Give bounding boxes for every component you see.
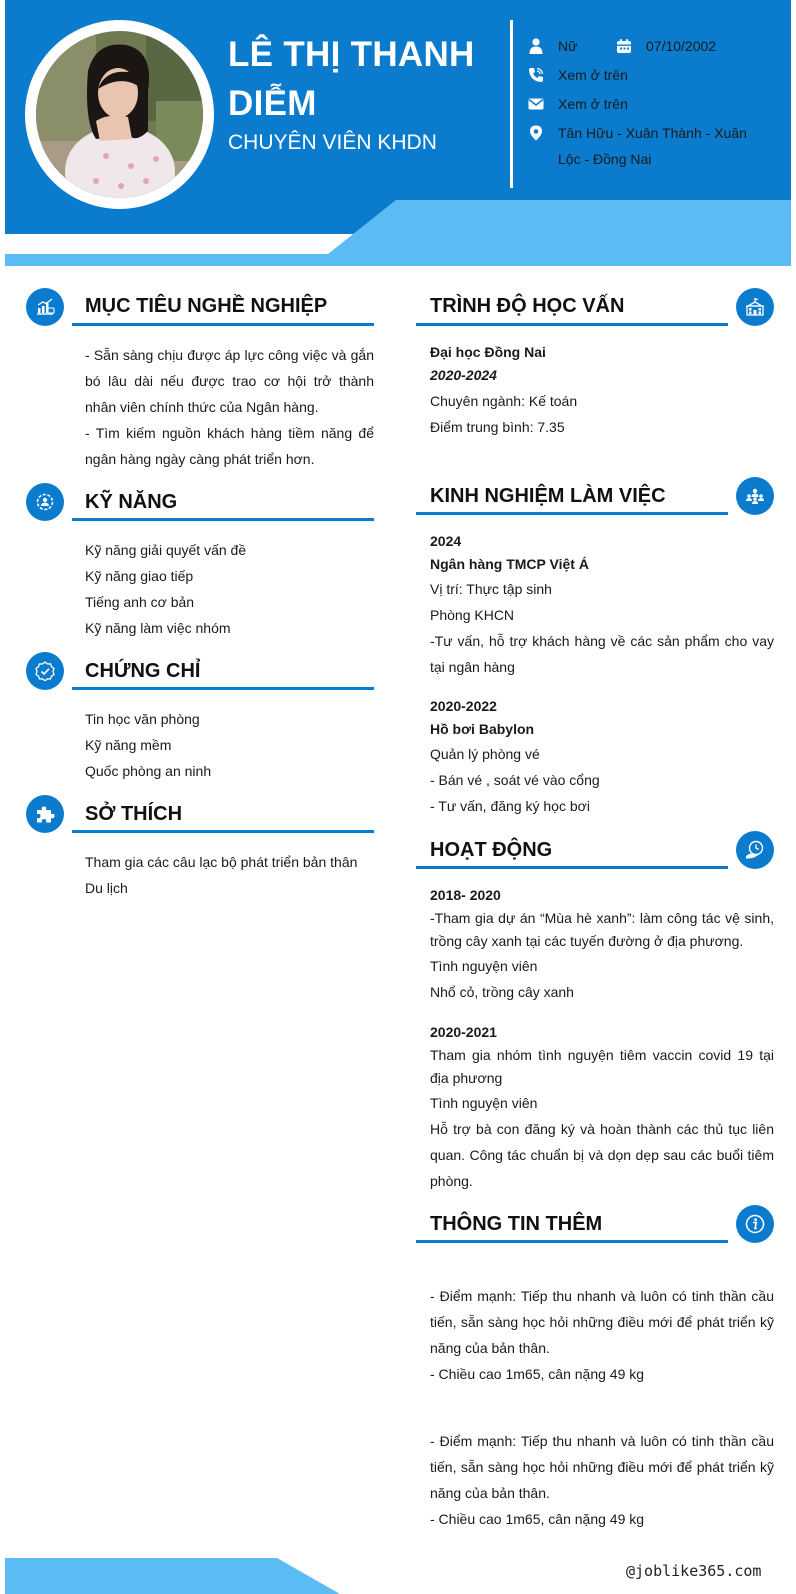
- job-line: - Bán vé , soát vé vào cổng: [430, 772, 600, 788]
- job-company: Ngân hàng TMCP Việt Á: [430, 556, 589, 572]
- section-title-career-objective: MỤC TIÊU NGHỀ NGHIỆP: [85, 295, 328, 317]
- address-text: Tân Hữu - Xuân Thành - Xuân Lộc - Đồng Nai: [558, 125, 747, 167]
- skill-item: Kỹ năng giao tiếp: [85, 568, 194, 584]
- map-pin-icon: [528, 125, 544, 141]
- section-title-experience: KINH NGHIỆM LÀM VIỆC: [430, 485, 666, 507]
- section-underline: [72, 323, 374, 326]
- skill-item: Kỹ năng giải quyết vấn đề: [85, 542, 247, 558]
- activity-detail: Nhổ cỏ, trồng cây xanh: [430, 984, 574, 1000]
- section-underline: [416, 866, 728, 869]
- activity-role: Tình nguyện viên: [430, 958, 538, 974]
- objective-item: - Tìm kiếm nguồn khách hàng tiềm năng để ngân hàng ngày càng phát triển hơn.: [85, 425, 374, 467]
- header-slant-decoration: [328, 200, 791, 254]
- section-underline: [72, 687, 374, 690]
- hobby-item: Tham gia các câu lạc bộ phát triển bản thân: [85, 854, 358, 870]
- objective-item: - Sẵn sàng chịu được áp lực công việc và gắn bó lâu dài nếu được trao cơ hội trở thành nhân viên chính thức của Ngân hàng.: [85, 347, 374, 415]
- phone-icon: [528, 67, 544, 83]
- email-text: Xem ở trên: [558, 96, 628, 112]
- additional-body: - Chiều cao 1m65, cân nặng 49 kg: [430, 1366, 645, 1382]
- job-period: 2024: [430, 533, 462, 549]
- section-title-skills: KỸ NĂNG: [85, 491, 178, 513]
- header-divider: [510, 20, 513, 188]
- activity-description: -Tham gia dự án “Mùa hè xanh”: làm công tác vệ sinh, trồng cây xanh tại các tuyến đường ở địa phương.: [430, 910, 774, 949]
- phone-text: Xem ở trên: [558, 67, 628, 83]
- certificate-item: Tin học văn phòng: [85, 711, 200, 727]
- job-company: Hồ bơi Babylon: [430, 721, 535, 737]
- activity-detail: Hỗ trợ bà con đăng ký và hoàn thành các thủ tục liên quan. Công tác chuẩn bị và dọn dẹp sau các buổi tiêm phòng.: [430, 1121, 774, 1189]
- skill-item: Kỹ năng làm việc nhóm: [85, 620, 231, 636]
- birthdate-text: 07/10/2002: [646, 38, 717, 54]
- badge-check-icon: [26, 652, 64, 690]
- activity-period: 2020-2021: [430, 1024, 497, 1040]
- section-title-additional: THÔNG TIN THÊM: [430, 1213, 603, 1235]
- calendar-icon: [616, 38, 632, 54]
- candidate-name: LÊ THỊ THANH DIỄM: [228, 35, 475, 123]
- education-period: 2020-2024: [430, 367, 497, 383]
- chart-briefcase-icon: [26, 288, 64, 326]
- info-icon: [736, 1205, 774, 1243]
- brand-watermark: @joblike365.com: [626, 1562, 762, 1580]
- job-line: - Tư vấn, đăng ký học bơi: [430, 798, 590, 814]
- job-line: Quản lý phòng vé: [430, 746, 540, 762]
- job-line: -Tư vấn, hỗ trợ khách hàng về các sản phẩm cho vay tại ngân hàng: [430, 633, 774, 675]
- footer-decoration: [5, 1558, 340, 1594]
- gear-person-icon: [26, 483, 64, 521]
- additional-strength: - Điểm mạnh: Tiếp thu nhanh và luôn có tinh thần cầu tiến, sẵn sàng học hỏi những điều mới để phát triển kỹ năng của bản thân.: [430, 1433, 774, 1501]
- section-title-education: TRÌNH ĐỘ HỌC VẤN: [430, 295, 625, 317]
- section-underline: [72, 830, 374, 833]
- header-strip-decoration: [5, 254, 791, 266]
- activity-description: Tham gia nhóm tình nguyện tiêm vaccin covid 19 tại địa phương: [430, 1047, 774, 1086]
- certificate-item: Kỹ năng mềm: [85, 737, 172, 753]
- education-school: Đại học Đồng Nai: [430, 344, 546, 360]
- job-line: Phòng KHCN: [430, 607, 515, 623]
- activity-period: 2018- 2020: [430, 887, 501, 903]
- section-underline: [416, 1240, 728, 1243]
- section-underline: [72, 518, 374, 521]
- puzzle-icon: [26, 795, 64, 833]
- school-building-icon: [736, 288, 774, 326]
- person-icon: [528, 38, 544, 54]
- clock-hand-icon: [736, 831, 774, 869]
- education-major: Chuyên ngành: Kế toán: [430, 393, 578, 409]
- section-underline: [416, 323, 728, 326]
- candidate-title: CHUYÊN VIÊN KHDN: [228, 131, 437, 154]
- skill-item: Tiếng anh cơ bản: [85, 594, 195, 610]
- hobby-item: Du lịch: [85, 880, 128, 896]
- section-underline: [416, 512, 728, 515]
- section-title-activities: HOẠT ĐỘNG: [430, 839, 553, 861]
- activity-role: Tình nguyện viên: [430, 1095, 538, 1111]
- job-line: Vị trí: Thực tập sinh: [430, 581, 552, 597]
- additional-strength: - Điểm mạnh: Tiếp thu nhanh và luôn có tinh thần cầu tiến, sẵn sàng học hỏi những điều mới để phát triển kỹ năng của bản thân.: [430, 1288, 774, 1356]
- additional-body: - Chiều cao 1m65, cân nặng 49 kg: [430, 1511, 645, 1527]
- section-title-hobbies: SỞ THÍCH: [85, 803, 183, 825]
- team-icon: [736, 477, 774, 515]
- job-period: 2020-2022: [430, 698, 497, 714]
- education-gpa: Điểm trung bình: 7.35: [430, 419, 565, 435]
- section-title-certificates: CHỨNG CHỈ: [85, 660, 201, 682]
- certificate-item: Quốc phòng an ninh: [85, 763, 212, 779]
- avatar: [36, 31, 203, 198]
- gender-text: Nữ: [558, 38, 578, 54]
- envelope-icon: [528, 96, 544, 112]
